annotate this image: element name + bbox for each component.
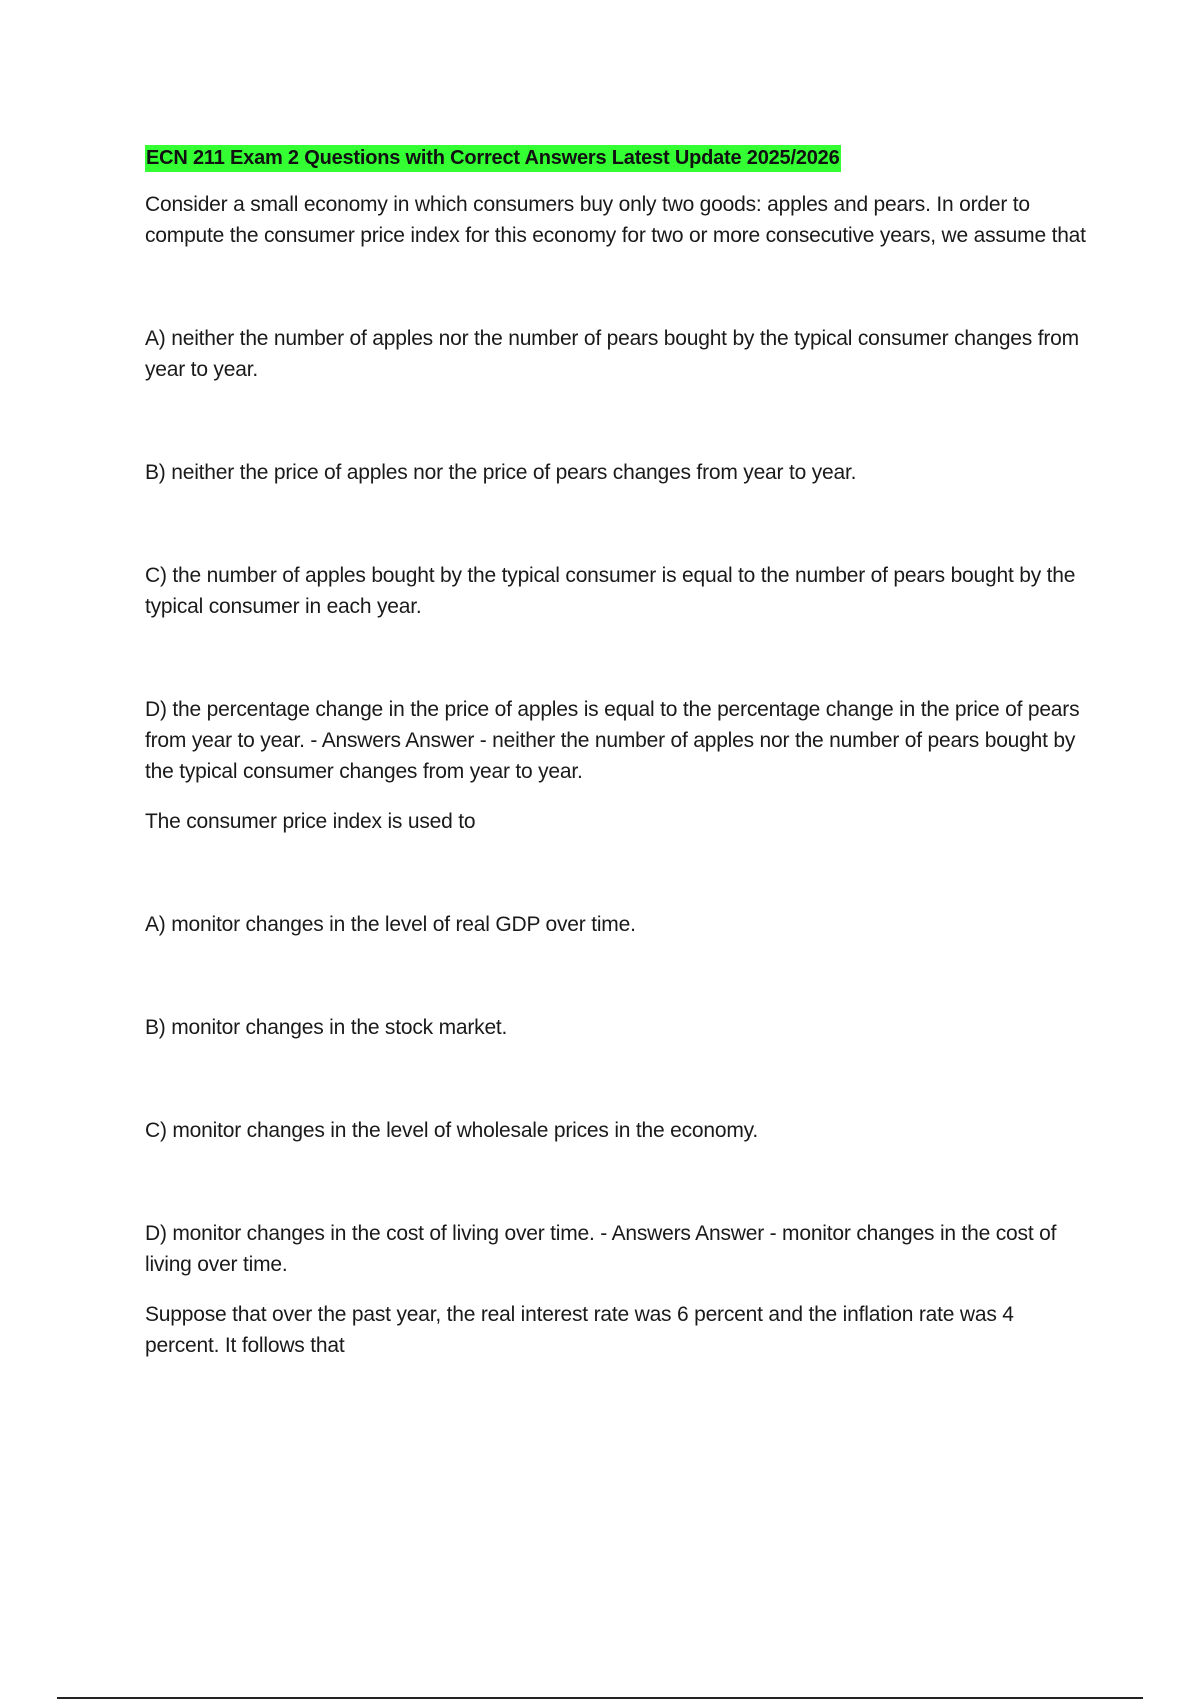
q1-option-c: C) the number of apples bought by the typical consumer is equal to the number of pears bought by the typical consumer in each year.	[145, 564, 1076, 618]
page-bottom-divider	[57, 1697, 1143, 1699]
q2-option-a: A) monitor changes in the level of real GDP over time.	[145, 913, 636, 936]
q2-option-d-answer: D) monitor changes in the cost of living over time. - Answers Answer - monitor changes in the cost of living over time.	[145, 1222, 1057, 1276]
document-title: ECN 211 Exam 2 Questions with Correct Answers Latest Update 2025/2026	[145, 145, 841, 172]
q1-option-a: A) neither the number of apples nor the number of pears bought by the typical consumer changes from year to year.	[145, 327, 1079, 381]
q1-option-d-answer: D) the percentage change in the price of apples is equal to the percentage change in the price of pears from year to year. - Answers Answer - neither the number of apples nor the number of pears bought by the typical consumer changes from year to year.	[145, 698, 1080, 783]
q1-option-b: B) neither the price of apples nor the price of pears changes from year to year.	[145, 461, 857, 484]
document-content	[145, 145, 1090, 1361]
q2-stem: The consumer price index is used to	[145, 810, 476, 833]
q2-option-c: C) monitor changes in the level of wholesale prices in the economy.	[145, 1119, 759, 1142]
q3-stem: Suppose that over the past year, the real interest rate was 6 percent and the inflation rate was 4 percent. It follows that	[145, 1303, 1014, 1357]
q1-stem: Consider a small economy in which consumers buy only two goods: apples and pears. In order to compute the consumer price index for this economy for two or more consecutive years, we assume that	[145, 193, 1086, 247]
q2-option-b: B) monitor changes in the stock market.	[145, 1016, 508, 1039]
